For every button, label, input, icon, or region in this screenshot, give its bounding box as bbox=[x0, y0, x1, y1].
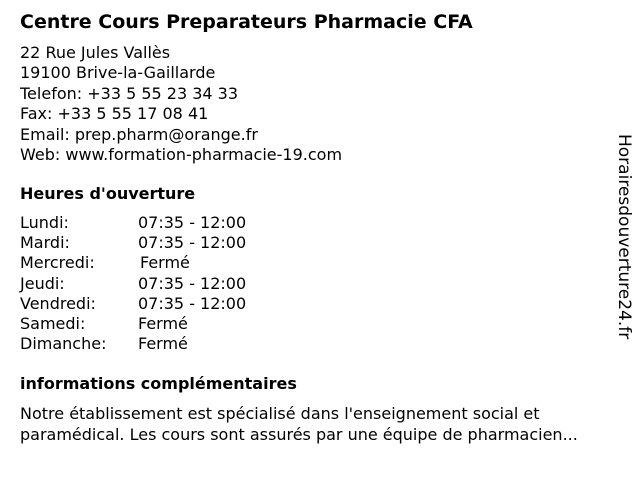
time-value: 07:35 - 12:00 bbox=[138, 273, 247, 293]
info-line: paramédical. Les cours sont assurés par une équipe de pharmacien... bbox=[20, 425, 578, 444]
fax-line: Fax: +33 5 55 17 08 41 bbox=[20, 104, 209, 124]
day-label: Dimanche: bbox=[20, 334, 107, 354]
phone-line: Telefon: +33 5 55 23 34 33 bbox=[20, 83, 239, 103]
address-block bbox=[20, 43, 342, 165]
day-label: Lundi: bbox=[20, 213, 69, 232]
time-value: 07:35 - 12:00 bbox=[138, 213, 247, 232]
hours-heading: Heures d'ouverture bbox=[20, 184, 196, 203]
web-line: Web: www.formation-pharmacie-19.com bbox=[20, 145, 343, 165]
time-value: Fermé bbox=[140, 253, 190, 273]
day-label: Samedi: bbox=[20, 313, 86, 333]
watermark bbox=[612, 134, 636, 370]
info-heading: informations complémentaires bbox=[20, 374, 297, 393]
time-value: Fermé bbox=[138, 313, 188, 333]
email-line: Email: prep.pharm@orange.fr bbox=[20, 124, 258, 144]
time-value: 07:35 - 12:00 bbox=[138, 233, 247, 253]
day-label: Vendredi: bbox=[20, 293, 96, 313]
time-value: 07:35 - 12:00 bbox=[138, 293, 247, 313]
time-value: Fermé bbox=[138, 334, 188, 354]
day-label: Mardi: bbox=[20, 233, 70, 253]
street-line: 22 Rue Jules Vallès bbox=[20, 43, 171, 62]
info-line: Notre établissement est spécialisé dans l'enseignement social et bbox=[20, 404, 540, 423]
day-label: Jeudi: bbox=[20, 273, 65, 293]
info-text bbox=[20, 403, 630, 445]
city-line: 19100 Brive-la-Gaillarde bbox=[20, 63, 216, 83]
day-label: Mercredi: bbox=[20, 253, 95, 273]
business-name: Centre Cours Preparateurs Pharmacie CFA bbox=[20, 11, 473, 33]
watermark-text: Horairesdouverture24.fr bbox=[614, 134, 634, 340]
